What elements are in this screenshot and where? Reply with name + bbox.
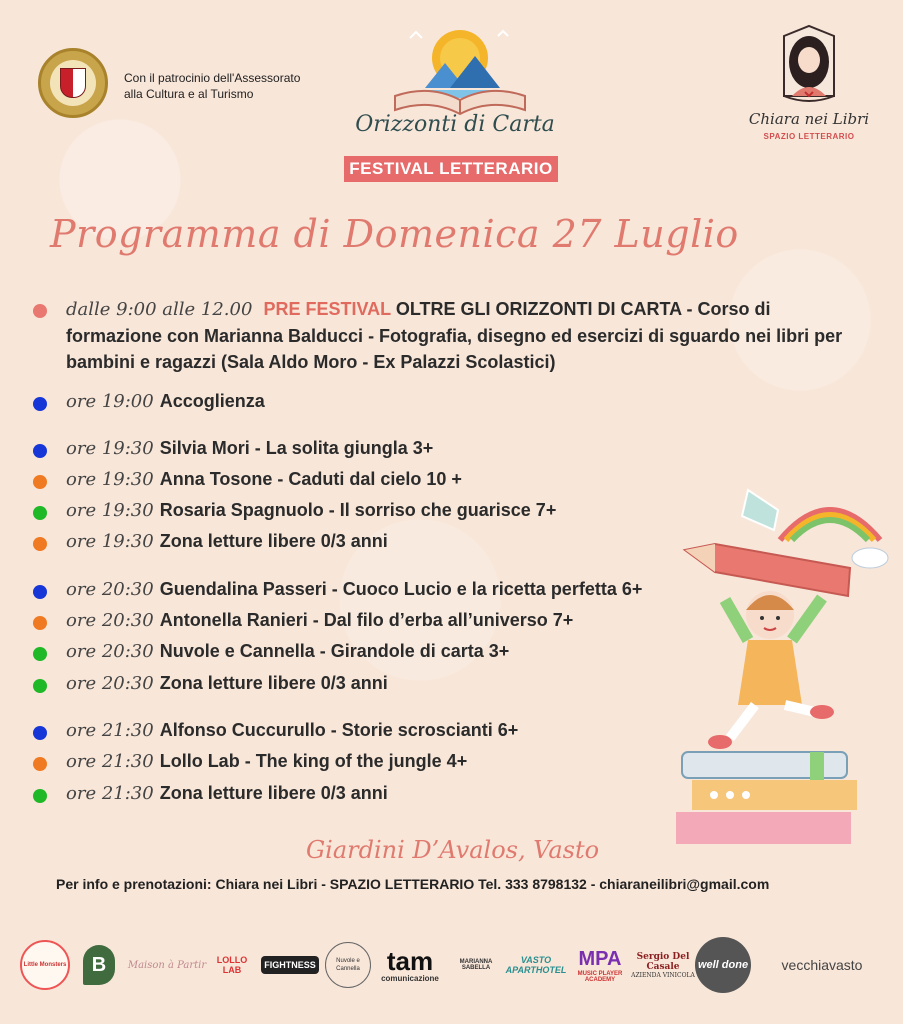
item-text: Guendalina Passeri - Cuoco Lucio e la ricetta perfetta 6+	[159, 579, 643, 599]
prefestival-highlight: PRE FESTIVAL	[263, 299, 391, 319]
nuvole-cannella-logo	[322, 936, 374, 994]
item-time: ore 19:30	[66, 531, 154, 552]
location-text: Giardini D’Avalos, Vasto	[306, 836, 600, 864]
item-time: ore 19:00	[66, 391, 154, 412]
venue-logo-subtitle: SPAZIO LETTERARIO	[763, 132, 855, 141]
festival-book-sun-logo	[370, 18, 550, 118]
item-time: ore 20:30	[66, 673, 154, 694]
venue-logo-name: Chiara nei Libri	[748, 110, 870, 128]
fightness-logo	[258, 936, 322, 994]
sponsor-label: B	[83, 945, 115, 985]
marianna-sabella-logo	[450, 936, 502, 994]
bullet-dot-green	[33, 506, 47, 520]
item-text: Zona letture libere 0/3 anni	[159, 673, 388, 693]
sponsor-label: FIGHTNESS	[261, 956, 319, 974]
sponsor-sublabel: AZIENDA VINICOLA	[631, 971, 695, 979]
bullet-dot-blue	[33, 444, 47, 458]
patronage-line-1: Con il patrocinio dell'Assessorato	[124, 71, 301, 85]
item-time: ore 19:30	[66, 500, 154, 521]
item-text: Silvia Mori - La solita giungla 3+	[159, 438, 434, 458]
sponsor-logos-row	[14, 936, 894, 996]
item-time: ore 21:30	[66, 751, 154, 772]
item-time: ore 19:30	[66, 469, 154, 490]
sponsor-label: Maison à Partir	[127, 959, 207, 971]
bullet-dot-orange	[33, 757, 47, 771]
bullet-dot-red	[33, 304, 47, 318]
municipal-seal-logo	[38, 48, 108, 118]
item-time: dalle 9:00 alle 12.00	[66, 299, 253, 320]
lollo-lab-logo	[208, 936, 256, 994]
item-text: Nuvole e Cannella - Girandole di carta 3+	[159, 641, 510, 661]
bullet-dot-green	[33, 789, 47, 803]
child-with-pencil-illustration	[670, 480, 895, 850]
item-time: ore 20:30	[66, 641, 154, 662]
bullet-dot-blue	[33, 397, 47, 411]
sponsor-label: Nuvole e Cannella	[325, 942, 371, 988]
bullet-dot-green	[33, 647, 47, 661]
item-text: Rosaria Spagnuolo - Il sorriso che guarisce 7+	[159, 500, 557, 520]
sponsor-label: well done	[695, 937, 751, 993]
festival-name: Orizzonti di Carta	[355, 112, 555, 137]
item-text: OLTRE GLI ORIZZONTI DI CARTA - Corso di formazione con Marianna Balducci - Fotografia, disegno ed esercizi di sguardo nei libri per bambini e ragazzi (Sala Aldo Moro - Ex Palazzi Scolastici)	[66, 299, 843, 372]
chiara-nei-libri-logo	[778, 22, 840, 108]
contact-info: Per info e prenotazioni: Chiara nei Libri - SPAZIO LETTERARIO Tel. 333 8798132 - chiaraneilibri@gmail.com	[56, 876, 770, 892]
sponsor-label: MPA	[578, 947, 622, 970]
sponsor-label: MARIANNA SABELLA	[459, 959, 493, 971]
sponsor-label: tam	[386, 945, 434, 976]
sponsor-label: Sergio Del Casale	[636, 951, 690, 972]
sponsor-label: Little Monsters	[20, 940, 70, 990]
well-done-logo	[692, 936, 754, 994]
bullet-dot-green	[33, 679, 47, 693]
sponsor-label: VASTO APARTHOTEL	[505, 955, 567, 975]
patronage-text	[124, 70, 324, 102]
sergio-del-casale-logo	[630, 936, 696, 994]
mpa-logo	[570, 936, 630, 994]
item-text: Lollo Lab - The king of the jungle 4+	[159, 751, 468, 771]
patronage-line-2: alla Cultura e al Turismo	[124, 87, 254, 101]
bullet-dot-blue	[33, 585, 47, 599]
sponsor-sublabel: MUSIC PLAYER ACADEMY	[577, 970, 623, 983]
item-text: Anna Tosone - Caduti dal cielo 10 +	[159, 469, 462, 489]
program-title: Programma di Domenica 27 Luglio	[50, 212, 739, 256]
item-text: Zona letture libere 0/3 anni	[159, 531, 388, 551]
bullet-dot-blue	[33, 726, 47, 740]
item-time: ore 19:30	[66, 438, 154, 459]
festival-badge: FESTIVAL LETTERARIO	[344, 156, 558, 182]
item-time: ore 20:30	[66, 610, 154, 631]
item-time: ore 21:30	[66, 720, 154, 741]
item-time: ore 21:30	[66, 783, 154, 804]
sponsor-label: vecchiavasto	[781, 957, 863, 973]
sponsor-sublabel: comunicazione	[381, 973, 439, 983]
vecchiavasto-logo	[760, 936, 884, 994]
bullet-dot-orange	[33, 475, 47, 489]
leaf-b-logo	[78, 936, 120, 994]
bullet-dot-orange	[33, 616, 47, 630]
tam-logo	[372, 936, 448, 994]
item-text: Antonella Ranieri - Dal filo d’erba all’universo 7+	[159, 610, 574, 630]
bullet-dot-orange	[33, 537, 47, 551]
item-text: Accoglienza	[159, 391, 265, 411]
maison-logo	[126, 936, 208, 994]
sponsor-label: LOLLO LAB	[216, 955, 248, 975]
item-time: ore 20:30	[66, 579, 154, 600]
item-text: Zona letture libere 0/3 anni	[159, 783, 388, 803]
little-monsters-logo	[14, 936, 76, 994]
vasto-aparthotel-logo	[504, 936, 568, 994]
item-text: Alfonso Cuccurullo - Storie scroscianti 6+	[159, 720, 519, 740]
coat-of-arms-icon	[60, 68, 86, 98]
